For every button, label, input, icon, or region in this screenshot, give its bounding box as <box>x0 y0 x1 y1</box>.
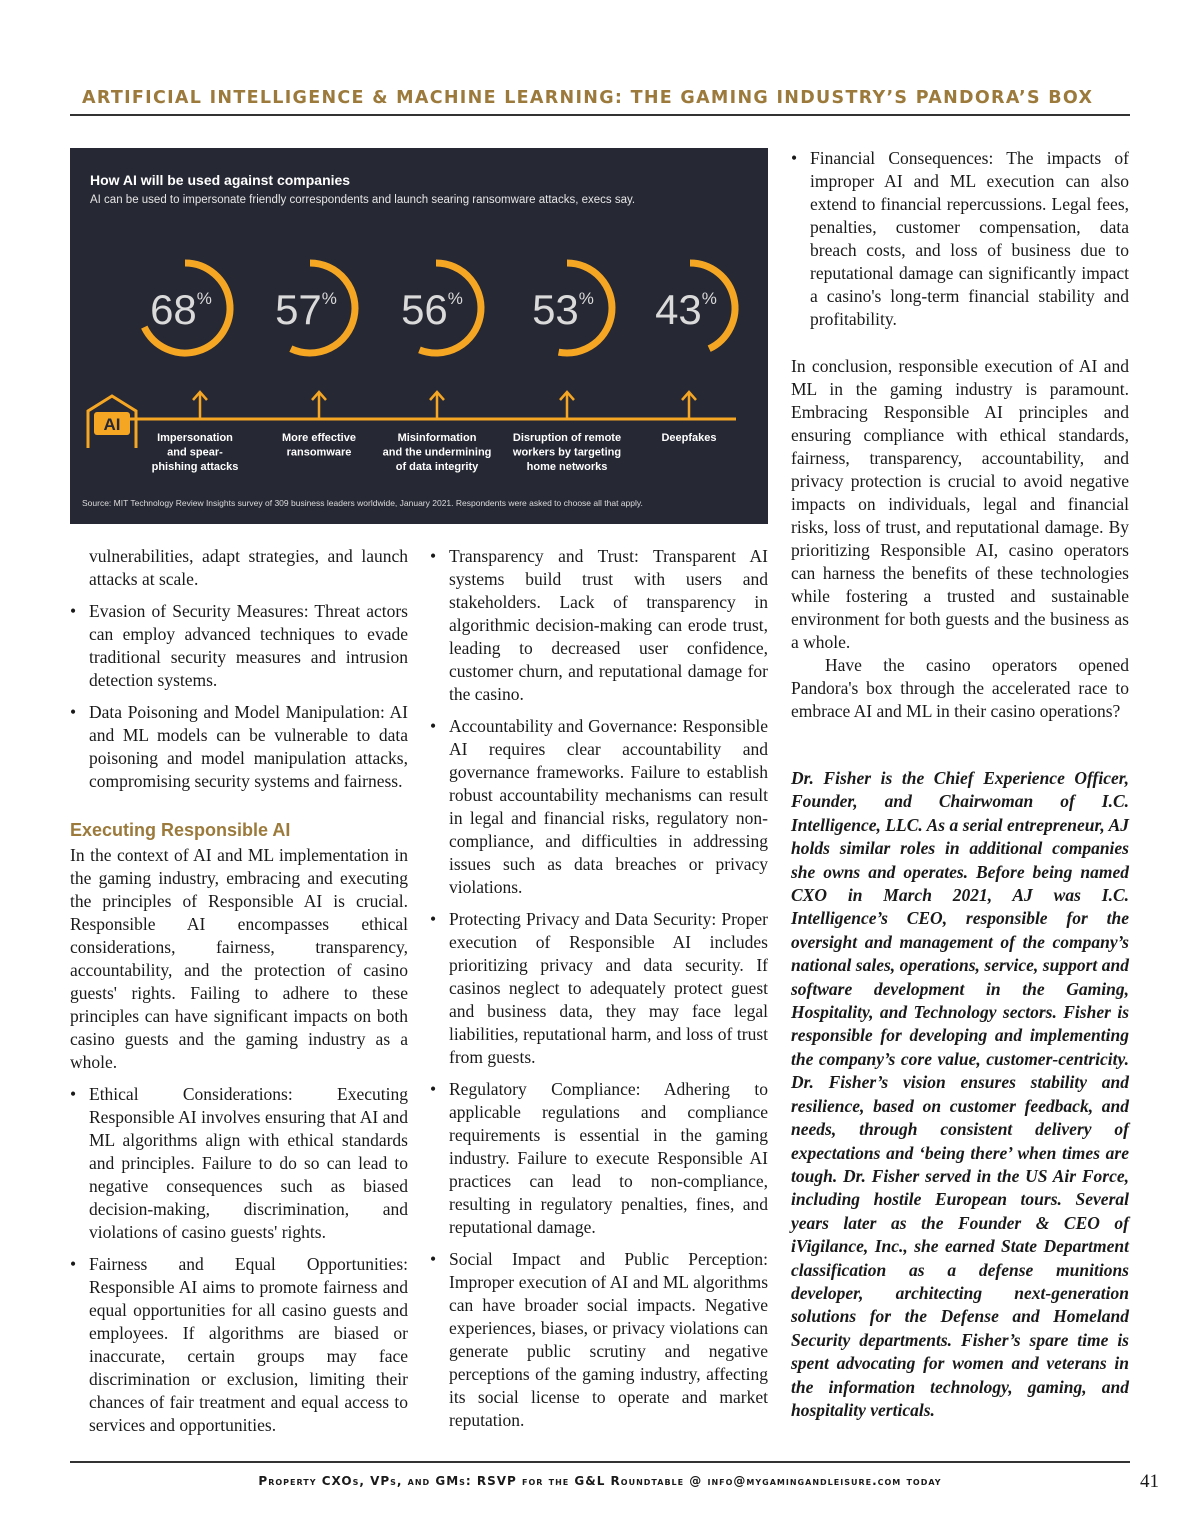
bullet-icon: • <box>791 148 798 168</box>
conclusion-paragraph: In conclusion, responsible execution of AI and ML in the gaming industry is paramount. Embracing Responsible AI principles and ensuring compliance with ethical standards, fairness, transparency, accountability, and privacy protection is crucial to avoid negative impacts on individuals, legal and financial risks, loss of trust, and reputational damage. By prioritizing Responsible AI, casino operators can harness the benefits of these technologies while fostering a trusted and sustainable environment for both guests and the business as a whole. <box>791 356 1129 652</box>
footer-rule <box>70 1461 1130 1463</box>
figure-source: Source: MIT Technology Review Insights survey of 309 business leaders worldwide, January 2021. Respondents were asked to choose all that apply. <box>82 498 643 508</box>
column-2 <box>430 545 768 1441</box>
bullet-icon: • <box>430 1249 437 1269</box>
unit-label: % <box>578 289 594 308</box>
ai-badge-label: AI <box>103 415 121 434</box>
figure-subtitle: AI can be used to impersonate friendly correspondents and launch searing ransomware attacks, execs say. <box>90 194 636 206</box>
column-1 <box>70 545 408 1446</box>
unit-label: % <box>321 289 337 308</box>
section-paragraph: In the context of AI and ML implementation in the gaming industry, embracing and executing the principles of Responsible AI is crucial. Responsible AI encompasses ethical considerations, fairness, transparency, accountability, and the protection of casino guests' rights. Failing to adhere to these principles can have significant impacts on both casino guests and the gaming industry as a whole. <box>70 845 408 1072</box>
category-label: and spear- <box>167 446 223 459</box>
page-number: 41 <box>1140 1471 1159 1492</box>
header-rule <box>70 114 1130 116</box>
category-label: Disruption of remote <box>512 432 622 444</box>
list-item: • Evasion of Security Measures: Threat actors can employ advanced techniques to evade traditional security measures and intrusion detection systems. <box>70 601 408 690</box>
category-label: ransomware <box>286 446 352 459</box>
list-item: • Financial Consequences: The impacts of improper AI and ML execution can also extend to financial repercussions. Legal fees, penalties, customer compensation, data breach costs, and loss of business due to reputational damage can significantly impact a casino's long-term financial stability and profitability. <box>791 148 1129 329</box>
value-label: 53% <box>532 286 594 333</box>
list-item: • Regulatory Compliance: Adhering to applicable regulations and compliance requirements is essential in the gaming industry. Failure to execute Responsible AI practices can lead to non-compliance, resulting in regulatory penalties, fines, and reputational damage. <box>430 1079 768 1237</box>
continued-text: vulnerabilities, adapt strategies, and launch attacks at scale. <box>89 546 408 589</box>
unit-label: % <box>701 289 717 308</box>
bullet-icon: • <box>70 601 77 621</box>
list-item: • Data Poisoning and Model Manipulation: AI and ML models can be vulnerable to data poisoning and model manipulation attacks, compromising security systems and fairness. <box>70 702 408 791</box>
bullet-icon: • <box>430 909 437 929</box>
category-label: More effective <box>282 432 356 444</box>
footer-rsvp: Property CXOs, VPs, and GMs: RSVP for the G&L Roundtable @ info@mygamingandleisure.com today <box>258 1474 942 1488</box>
value-label: 43% <box>655 286 717 333</box>
author-bio: Dr. Fisher is the Chief Experience Officer, Founder, and Chairwoman of I.C. Intelligence, LLC. As a serial entrepreneur, AJ holds similar roles in additional companies she owns and operates. Before being named CXO in March 2021, AJ was I.C. Intelligence’s CEO, responsible for the oversight and management of the company’s national sales, operations, service, support and software development in the Gaming, Hospitality, and Technology sectors. Fisher is responsible for developing and implementing the company’s core value, customer-centricity. Dr. Fisher’s vision ensures stability and resilience, based on customer feedback, and needs, through consistent delivery of expectations and ‘being there’ when times are tough. Dr. Fisher served in the US Air Force, including hostile European tours. Several years later as the Founder & CEO of iVigilance, Inc., she earned State Department classification as a defense munitions developer, architecting next-generation solutions for the Defense and Homeland Security departments. Fisher’s spare time is spent advocating for women and veterans in the information technology, gaming, and hospitality verticals. <box>791 768 1129 1420</box>
list-item: • Fairness and Equal Opportunities: Responsible AI aims to promote fairness and equal opportunities for all casino guests and employees. If algorithms are biased or inaccurate, certain groups may face discrimination or exclusion, limiting their chances of fair treatment and equal access to services and opportunities. <box>70 1254 408 1435</box>
column-3 <box>791 147 1129 1422</box>
category-label: phishing attacks <box>151 461 239 473</box>
running-header: ARTIFICIAL INTELLIGENCE & MACHINE LEARNING: THE GAMING INDUSTRY’S PANDORA’S BOX <box>82 88 1094 108</box>
bullet-icon: • <box>70 1254 77 1274</box>
unit-label: % <box>196 289 212 308</box>
unit-label: % <box>447 289 463 308</box>
list-item: • Social Impact and Public Perception: Improper execution of AI and ML algorithms can have broader social impacts. Negative experiences, biases, or privacy violations can generate public scrutiny and negative perceptions of the gaming industry, affecting its social license to operate and market reputation. <box>430 1249 768 1430</box>
category-label: Misinformation <box>397 432 477 444</box>
list-item: • Ethical Considerations: Executing Responsible AI involves ensuring that AI and ML algorithms align with ethical standards and principles. Failure to do so can lead to negative consequences such as biased decision-making, discrimination, and violations of casino guests' rights. <box>70 1084 408 1242</box>
closing-question: Have the casino operators opened Pandora's box through the accelerated race to embrace AI and ML in their casino operations? <box>791 655 1129 721</box>
bullet-icon: • <box>430 546 437 566</box>
figure-title: How AI will be used against companies <box>90 172 351 188</box>
bullet-icon: • <box>430 1079 437 1099</box>
value-label: 57% <box>275 286 337 333</box>
section-heading: Executing Responsible AI <box>70 820 291 840</box>
category-label: workers by targeting <box>512 446 622 459</box>
bullet-icon: • <box>430 716 437 736</box>
value-label: 68% <box>150 286 212 333</box>
category-label: of data integrity <box>395 461 479 473</box>
list-item: • Accountability and Governance: Responsible AI requires clear accountability and governance frameworks. Failure to establish robust accountability mechanisms can result in legal and financial risks, regulatory non-compliance, and difficulties in addressing issues such as data breaches or privacy violations. <box>430 716 768 897</box>
bullet-icon: • <box>70 1084 77 1104</box>
category-label: home networks <box>526 461 608 473</box>
category-label: Deepfakes <box>661 432 717 444</box>
list-item: • Protecting Privacy and Data Security: Proper execution of Responsible AI includes prioritizing privacy and data security. If casinos neglect to adequately protect guest and business data, they may face legal liabilities, reputational harm, and loss of trust from guests. <box>430 909 768 1067</box>
category-label: Impersonation <box>157 432 233 444</box>
list-item: • Transparency and Trust: Transparent AI systems build trust with users and stakeholders. Lack of transparency in algorithmic decision-making can erode trust, leading to decreased user confidence, customer churn, and reputational damage for the casino. <box>430 546 768 704</box>
value-label: 56% <box>401 286 463 333</box>
bullet-icon: • <box>70 702 77 722</box>
infographic <box>70 148 768 524</box>
category-label: and the undermining <box>382 446 492 459</box>
